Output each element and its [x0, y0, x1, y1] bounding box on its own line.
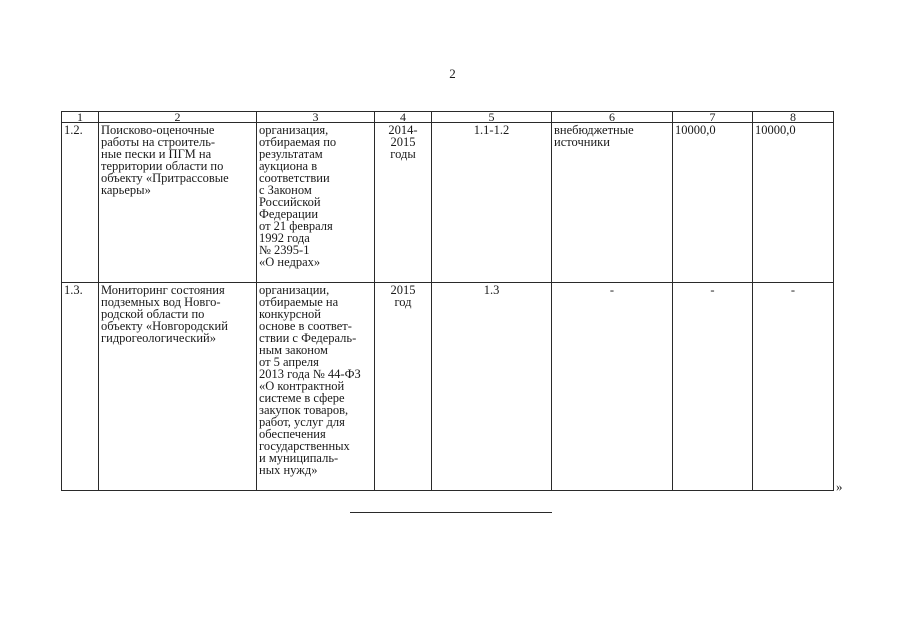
executor: организации, отбираемые на конкурсной основе в соответ- ствии с Федераль- ным законом от 5 апреля 2013 года № 44-ФЗ «О контрактной системе в сфере закупок товаров, работ, услуг для обеспечения государственных и муниципаль- ных нужд» [257, 283, 375, 491]
header-cell: 2 [99, 112, 257, 123]
header-cell: 5 [432, 112, 552, 123]
amount-2015: 10000,0 [753, 123, 834, 283]
funding-source: внебюджетные источники [552, 123, 673, 283]
header-cell: 6 [552, 112, 673, 123]
header-cell: 8 [753, 112, 834, 123]
period: 2015 год [375, 283, 432, 491]
executor: организация, отбираемая по результатам аукциона в соответствии с Законом Российской Федерации от 21 февраля 1992 года № 2395-1 «О недрах» [257, 123, 375, 283]
end-divider [350, 512, 552, 513]
amount-2015: - [753, 283, 834, 491]
page-number: 2 [449, 66, 456, 81]
header-cell: 3 [257, 112, 375, 123]
program-table [61, 111, 834, 491]
row-number: 1.2. [62, 123, 99, 283]
table-row [62, 283, 834, 491]
closing-quote: » [836, 479, 843, 494]
header-cell: 4 [375, 112, 432, 123]
amount-2014: - [673, 283, 753, 491]
measure-name: Мониторинг состояния подземных вод Новго- родской области по объекту «Новгородский гидрогеологический» [99, 283, 257, 491]
row-number: 1.3. [62, 283, 99, 491]
header-cell: 1 [62, 112, 99, 123]
amount-2014: 10000,0 [673, 123, 753, 283]
table-header-row [62, 112, 834, 123]
target-indicators: 1.1-1.2 [432, 123, 552, 283]
measure-name: Поисково-оценочные работы на строитель- ные пески и ПГМ на территории области по объекту «Притрассовые карьеры» [99, 123, 257, 283]
table-row [62, 123, 834, 283]
period: 2014- 2015 годы [375, 123, 432, 283]
funding-source: - [552, 283, 673, 491]
target-indicators: 1.3 [432, 283, 552, 491]
header-cell: 7 [673, 112, 753, 123]
